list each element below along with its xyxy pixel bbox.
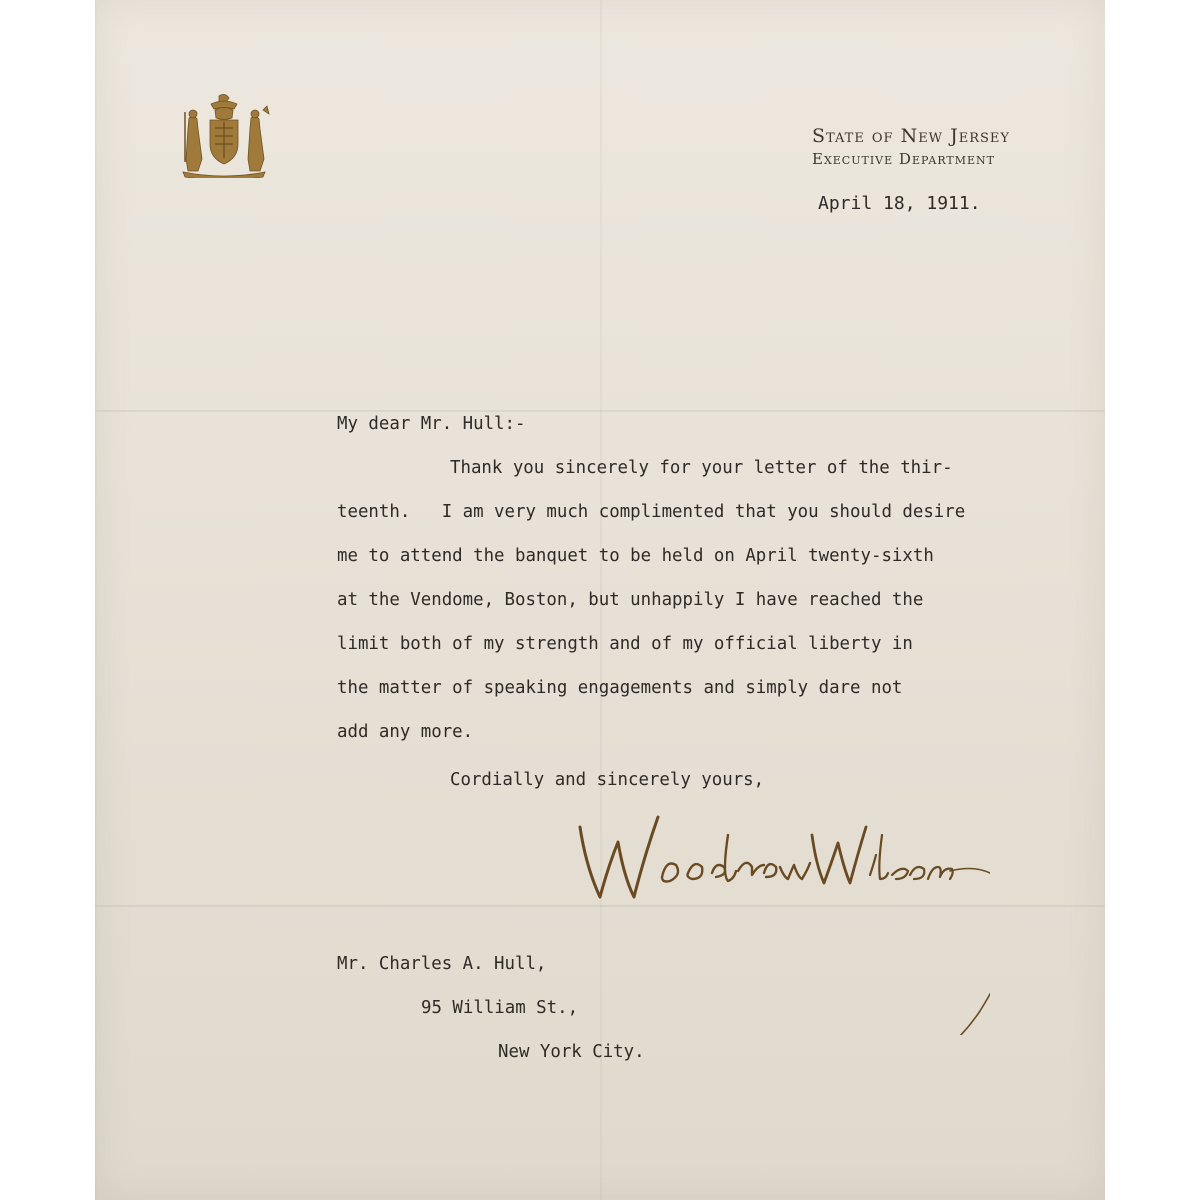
state-seal-icon: [175, 92, 273, 178]
body-line: teenth. I am very much complimented that you should desire: [337, 502, 966, 522]
closing: Cordially and sincerely yours,: [450, 770, 765, 790]
recipient-name: Mr. Charles A. Hull,: [337, 954, 547, 974]
letterhead-department: Executive Department: [812, 150, 995, 168]
body-line: me to attend the banquet to be held on April twenty-sixth: [337, 546, 934, 566]
recipient-city: New York City.: [498, 1042, 645, 1062]
body-line: add any more.: [337, 722, 474, 742]
body-line: Thank you sincerely for your letter of the thir-: [450, 458, 953, 478]
body-line: limit both of my strength and of my official liberty in: [337, 634, 913, 654]
body-line: at the Vendome, Boston, but unhappily I have reached the: [337, 590, 924, 610]
salutation: My dear Mr. Hull:-: [337, 414, 526, 434]
recipient-street: 95 William St.,: [421, 998, 579, 1018]
letter-date: April 18, 1911.: [818, 193, 981, 214]
body-line: the matter of speaking engagements and simply dare not: [337, 678, 903, 698]
letterhead: [812, 124, 1010, 170]
letterhead-state: State of New Jersey: [812, 125, 1010, 147]
signature: [570, 775, 990, 1035]
